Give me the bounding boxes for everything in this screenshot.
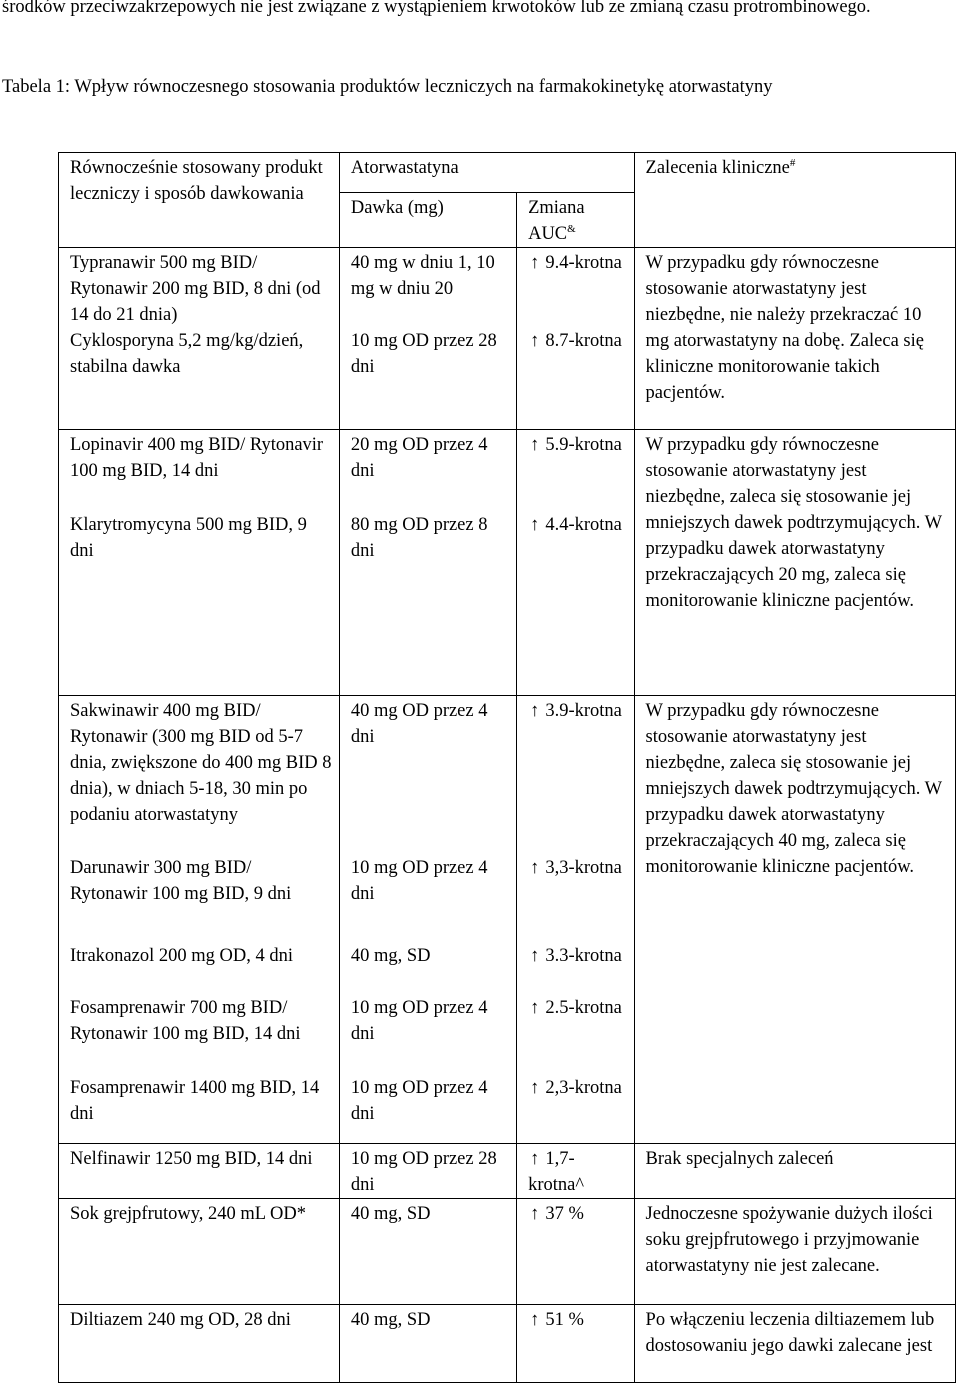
header-auc-label: Zmiana AUC [528, 198, 585, 244]
auc-change-value: 37 % [545, 1204, 584, 1224]
recommendation-cell: W przypadku gdy równoczesne stosowanie atorwastatyny jest niezbędne, zaleca się stosowanie jej mniejszych dawek podtrzymujących. W przypadku dawek atorwastatyny przekraczających 20 mg, zaleca się monitorowanie kliniczne pacjentów. [634, 430, 955, 696]
header-recommendation-sup: # [789, 156, 796, 169]
auc-cell [517, 248, 634, 430]
dose-cell: 40 mg, SD [339, 1199, 516, 1305]
drug-cell [59, 430, 340, 696]
auc-cell [517, 1144, 634, 1199]
arrow-up-icon: ↑ [530, 435, 540, 455]
auc-change-value: 9.4-krotna [545, 253, 622, 273]
header-recommendation-label: Zalecenia kliniczne [645, 158, 790, 178]
arrow-up-icon: ↑ [530, 1078, 540, 1098]
drug-name: Itrakonazol 200 mg OD, 4 dni [70, 946, 293, 966]
dose-value: 40 mg, SD [350, 946, 431, 966]
dose-value: 40 mg OD przez 4 dni [350, 701, 488, 747]
header-atorvastatin-group: Atorwastatyna [339, 153, 634, 193]
header-dose: Dawka (mg) [339, 193, 516, 248]
drug-name: Sakwinawir 400 mg BID/ Rytonawir (300 mg BID od 5-7 dnia, zwiększone do 400 mg BID 8 dnia), w dniach 5-18, 30 min po podaniu atorwastatyny [70, 701, 332, 825]
recommendation-cell: W przypadku gdy równoczesne stosowanie atorwastatyny jest niezbędne, zaleca się stosowanie jej mniejszych dawek podtrzymujących. W przypadku dawek atorwastatyny przekraczających 40 mg, zaleca się monitorowanie kliniczne pacjentów. [634, 696, 955, 1144]
arrow-up-icon: ↑ [530, 515, 540, 535]
dose-value: 10 mg OD przez 4 dni [350, 1078, 488, 1124]
auc-change-value: 4.4-krotna [545, 515, 622, 535]
dose-cell: 10 mg OD przez 28 dni [339, 1144, 516, 1199]
header-auc-change [517, 193, 634, 248]
auc-change-value: 51 % [545, 1310, 584, 1330]
arrow-up-icon: ↑ [530, 998, 540, 1018]
dose-cell: 40 mg, SD [339, 1305, 516, 1383]
header-recommendation [634, 153, 955, 248]
auc-change-value: 3,3-krotna [545, 858, 622, 878]
drug-name: Typranawir 500 mg BID/ Rytonawir 200 mg BID, 8 dni (od 14 do 21 dnia) [70, 253, 321, 325]
dose-value: 10 mg OD przez 4 dni [350, 858, 488, 904]
arrow-up-icon: ↑ [530, 253, 540, 273]
arrow-up-icon: ↑ [530, 1149, 540, 1169]
intro-paragraph: środków przeciwzakrzepowych nie jest związane z wystąpieniem krwotoków lub ze zmianą czasu protrombinowego. [2, 0, 871, 17]
table-row [59, 248, 956, 430]
arrow-up-icon: ↑ [530, 1310, 540, 1330]
dose-value: 40 mg w dniu 1, 10 mg w dniu 20 [350, 253, 495, 299]
dose-value: 10 mg OD przez 4 dni [350, 998, 488, 1044]
header-row-1 [59, 153, 956, 193]
auc-change-value: 3.9-krotna [545, 701, 622, 721]
arrow-up-icon: ↑ [530, 701, 540, 721]
dose-cell [339, 430, 516, 696]
drug-cell: Nelfinawir 1250 mg BID, 14 dni [59, 1144, 340, 1199]
dose-cell [339, 696, 516, 1144]
header-auc-sup: & [567, 222, 576, 235]
auc-change-value: 1,7-krotna^ [528, 1149, 585, 1195]
arrow-up-icon: ↑ [530, 858, 540, 878]
auc-cell [517, 430, 634, 696]
auc-cell [517, 1199, 634, 1305]
recommendation-cell: Po włączeniu leczenia diltiazemem lub dostosowaniu jego dawki zalecane jest [634, 1305, 955, 1383]
dose-cell [339, 248, 516, 430]
dose-value: 80 mg OD przez 8 dni [350, 515, 488, 561]
drug-name: Darunawir 300 mg BID/ Rytonawir 100 mg BID, 9 dni [70, 858, 292, 904]
recommendation-cell: Brak specjalnych zaleceń [634, 1144, 955, 1199]
drug-cell: Sok grejpfrutowy, 240 mL OD* [59, 1199, 340, 1305]
recommendation-cell: W przypadku gdy równoczesne stosowanie atorwastatyny jest niezbędne, nie należy przekraczać 10 mg atorwastatyny na dobę. Zaleca się kliniczne monitorowanie takich pacjentów. [634, 248, 955, 430]
dose-value: 20 mg OD przez 4 dni [350, 435, 488, 481]
drug-cell [59, 248, 340, 430]
recommendation-cell: Jednoczesne spożywanie dużych ilości soku grejpfrutowego i przyjmowanie atorwastatyny nie jest zalecane. [634, 1199, 955, 1305]
dose-value: 10 mg OD przez 28 dni [350, 331, 497, 377]
auc-change-value: 5.9-krotna [545, 435, 622, 455]
auc-cell [517, 696, 634, 1144]
auc-change-value: 2.5-krotna [545, 998, 622, 1018]
drug-name: Cyklosporyna 5,2 mg/kg/dzień, stabilna dawka [70, 331, 304, 377]
auc-change-value: 2,3-krotna [545, 1078, 622, 1098]
arrow-up-icon: ↑ [530, 1204, 540, 1224]
auc-cell [517, 1305, 634, 1383]
interaction-table [58, 152, 956, 1383]
drug-name: Lopinavir 400 mg BID/ Rytonavir 100 mg BID, 14 dni [70, 435, 324, 481]
table-row [59, 1144, 956, 1199]
drug-name: Fosamprenawir 1400 mg BID, 14 dni [70, 1078, 320, 1124]
arrow-up-icon: ↑ [530, 331, 540, 351]
header-drug: Równocześnie stosowany produkt leczniczy i sposób dawkowania [59, 153, 340, 248]
table-row [59, 696, 956, 1144]
drug-name: Fosamprenawir 700 mg BID/ Rytonawir 100 mg BID, 14 dni [70, 998, 301, 1044]
table-row [59, 430, 956, 696]
table-row [59, 1305, 956, 1383]
arrow-up-icon: ↑ [530, 946, 540, 966]
table-row [59, 1199, 956, 1305]
auc-change-value: 8.7-krotna [545, 331, 622, 351]
drug-cell: Diltiazem 240 mg OD, 28 dni [59, 1305, 340, 1383]
drug-cell [59, 696, 340, 1144]
auc-change-value: 3.3-krotna [545, 946, 622, 966]
table-caption: Tabela 1: Wpływ równoczesnego stosowania produktów leczniczych na farmakokinetykę atorwastatyny [2, 77, 773, 97]
drug-name: Klarytromycyna 500 mg BID, 9 dni [70, 515, 307, 561]
